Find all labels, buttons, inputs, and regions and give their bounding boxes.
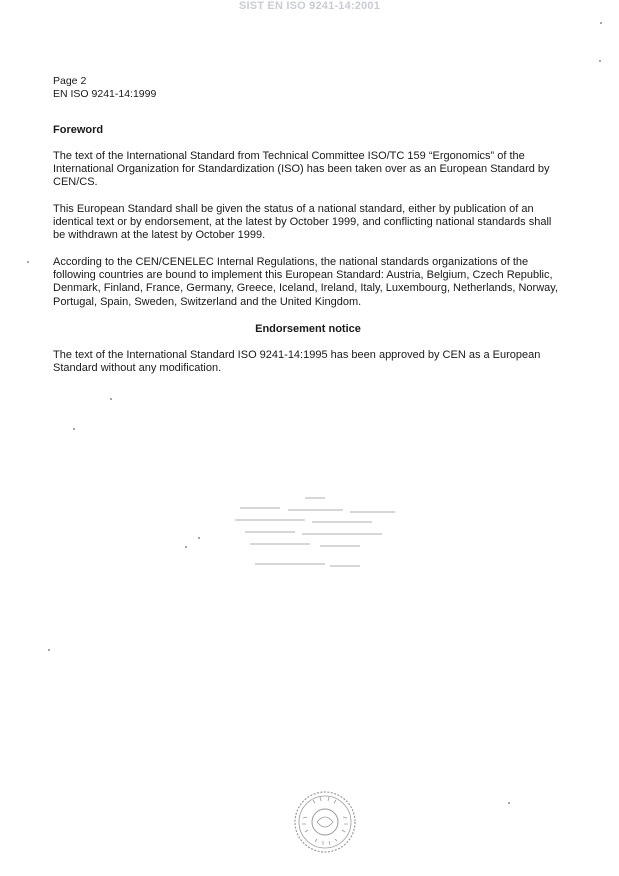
foreword-paragraph-2: This European Standard shall be given the status of a national standard, either by publication of an identical text or by endorsement, at the latest by October 1999, and conflicting national standards shall be withdrawn at the latest by October 1999.: [53, 203, 552, 242]
faint-bleed-through: [230, 495, 410, 580]
foreword-heading: Foreword: [53, 124, 104, 136]
scan-speck: [73, 428, 75, 430]
scan-speck: [198, 537, 200, 539]
watermark: SIST EN ISO 9241-14:2001: [238, 0, 381, 12]
scan-speck: [48, 649, 50, 651]
scan-speck: [27, 261, 29, 263]
scan-speck: [110, 398, 112, 400]
scan-speck: [600, 22, 602, 24]
foreword-paragraph-1: The text of the International Standard from Technical Committee ISO/TC 159 “Ergonomics” of the International Organization for Standardization (ISO) has been taken over as an European Standard by CEN/CS.: [53, 150, 550, 189]
scan-speck: [508, 802, 510, 804]
official-stamp-seal: [293, 790, 357, 854]
foreword-paragraph-3: According to the CEN/CENELEC Internal Regulations, the national standards organizations of the following countries are bound to implement this European Standard: Austria, Belgium, Czech Republic, Denmark, Finland, France, Germany, Greece, Iceland, Ireland, Italy, Luxembourg, Netherlands, Norway, Portugal, Spain, Sweden, Switzerland and the United Kingdom.: [53, 256, 559, 308]
scan-speck: [599, 60, 601, 62]
page-header: [53, 75, 156, 101]
page-number: Page 2: [53, 75, 87, 87]
document-number: EN ISO 9241-14:1999: [53, 88, 157, 100]
endorsement-paragraph: The text of the International Standard ISO 9241-14:1995 has been approved by CEN as a European Standard without any modification.: [53, 349, 541, 375]
endorsement-heading: Endorsement notice: [255, 323, 361, 335]
scan-speck: [185, 546, 187, 548]
